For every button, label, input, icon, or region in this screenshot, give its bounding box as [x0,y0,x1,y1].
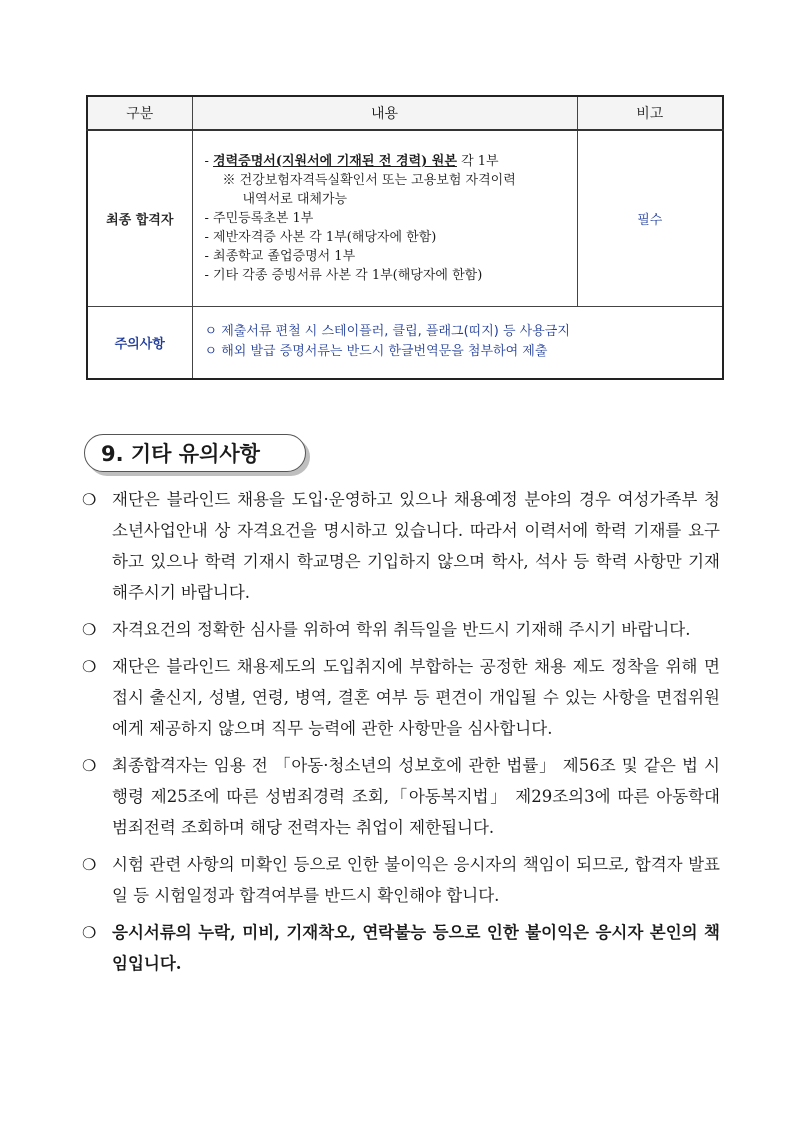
section-title: 9. 기타 유의사항 [84,434,306,472]
caution-content [192,306,723,379]
final-content [192,130,577,306]
list-item: ❍ 최종합격자는 임용 전 「아동·청소년의 성보호에 관한 법률」 제56조 및 같은 법 시행령 제25조에 따른 성범죄경력 조회,「아동복지법」 제29조의3에 따른 아동학대 범죄전력 조회하며 해당 전력자는 취업이 제한됩니다. [80,750,720,843]
list-item: - 경력증명서(지원서에 기재된 전 경력) 원본 각 1부 [204,153,499,169]
list-item: - 제반자격증 사본 각 1부(해당자에 한함) [204,229,437,245]
notes-list [80,484,720,985]
list-item: - 최종학교 졸업증명서 1부 [204,248,356,264]
final-label: 최종 합격자 [87,130,192,306]
list-note-continued: 내역서로 대체가능 [242,191,348,207]
caution-line: ㅇ 제출서류 편철 시 스테이플러, 클립, 플래그(띠지) 등 사용금지 [204,324,570,340]
header-category: 구분 [87,96,192,130]
table-row-final [87,130,723,306]
circle-bullet-icon: ❍ [82,490,97,509]
table-header-row [87,96,723,130]
list-item: - 기타 각종 증빙서류 사본 각 1부(해당자에 한함) [204,267,483,283]
header-content: 내용 [192,96,577,130]
list-item: ❍ 재단은 블라인드 채용제도의 도입취지에 부합하는 공정한 채용 제도 정착을 위해 면접시 출신지, 성별, 연령, 병역, 결혼 여부 등 편견이 개입될 수 있는 사항을 면접위원에게 제공하지 않으며 직무 능력에 관한 사항만을 심사합니다. [80,651,720,744]
header-remark: 비고 [577,96,723,130]
remark-required: 필수 [577,130,723,306]
circle-bullet-icon: ❍ [82,923,97,942]
list-item: ❍ 자격요건의 정확한 심사를 위하여 학위 취득일을 반드시 기재해 주시기 바랍니다. [80,614,720,645]
list-note: ※ 건강보험자격득실확인서 또는 고용보험 자격이력 [222,172,516,188]
list-item: ❍ 응시서류의 누락, 미비, 기재착오, 연락불능 등으로 인한 불이익은 응시자 본인의 책임입니다. [80,917,720,979]
circle-bullet-icon: ❍ [82,657,97,676]
table-row-caution [87,306,723,379]
emphasized-requirement: 경력증명서(지원서에 기재된 전 경력) 원본 [213,153,457,169]
circle-bullet-icon: ❍ [82,756,97,775]
requirements-table [86,95,724,380]
caution-line: ㅇ 해외 발급 증명서류는 반드시 한글번역문을 첨부하여 제출 [204,344,548,360]
circle-bullet-icon: ❍ [82,620,97,639]
list-item: - 주민등록초본 1부 [204,210,314,226]
list-item: ❍ 시험 관련 사항의 미확인 등으로 인한 불이익은 응시자의 책임이 되므로, 합격자 발표일 등 시험일정과 합격여부를 반드시 확인해야 합니다. [80,849,720,911]
caution-label: 주의사항 [87,306,192,379]
list-item: ❍ 재단은 블라인드 채용을 도입·운영하고 있으나 채용예정 분야의 경우 여성가족부 청소년사업안내 상 자격요건을 명시하고 있습니다. 따라서 이력서에 학력 기재를 요구하고 있으나 학력 기재시 학교명은 기입하지 않으며 학사, 석사 등 학력 사항만 기재해주시기 바랍니다. [80,484,720,608]
circle-bullet-icon: ❍ [82,855,97,874]
